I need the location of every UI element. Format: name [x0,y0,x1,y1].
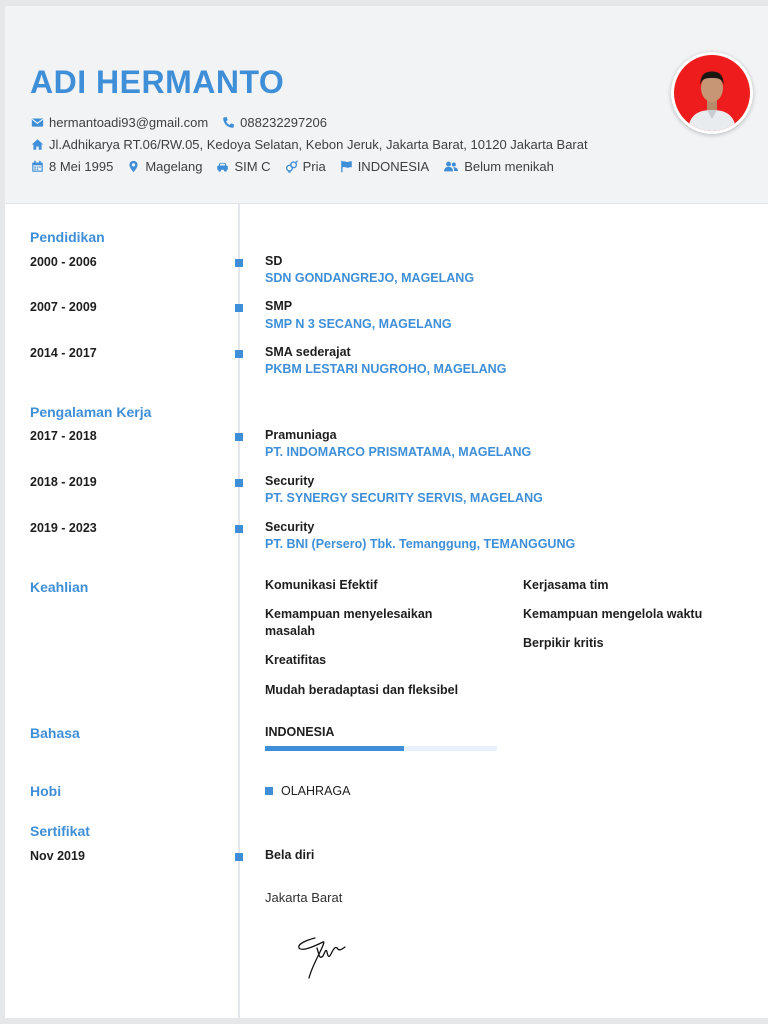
experience-position: Security [265,520,315,534]
flag-icon [340,160,353,173]
address-item [31,137,588,152]
experience-position: Security [265,474,315,488]
timeline-divider [238,204,240,1018]
address-text: Jl.Adhikarya RT.06/RW.05, Kedoya Selatan, Kebon Jeruk, Jakarta Barat, 10120 Jakarta Barat [49,137,588,152]
resume-page [5,6,768,1018]
language-name: INDONESIA [265,725,335,739]
candidate-name: ADI HERMANTO [30,64,285,100]
timeline-marker [235,259,243,267]
hobby-title: Hobi [30,783,62,799]
birth-place-item [127,159,202,174]
experience-title: Pengalaman Kerja [30,404,152,420]
experience-period: 2018 - 2019 [30,475,97,489]
map-marker-icon [127,160,140,173]
education-level: SMA sederajat [265,345,351,359]
email-text: hermantoadi93@gmail.com [49,115,209,130]
gender-icon [285,160,298,173]
skill-item: Berpikir kritis [523,636,604,650]
envelope-icon [31,116,44,129]
certificate-title: Sertifikat [30,823,90,839]
education-title: Pendidikan [30,229,105,245]
timeline-marker [235,479,243,487]
education-period: 2014 - 2017 [30,346,97,360]
education-period: 2007 - 2009 [30,300,97,314]
skill-item: Kemampuan menyelesaikan masalah [265,607,433,638]
resume-header [5,6,768,204]
language-level-fill [265,746,404,751]
signature [293,924,353,984]
education-level: SD [265,254,283,268]
timeline-marker [235,433,243,441]
car-icon [216,160,229,173]
birth-place-text: Magelang [145,159,203,174]
hobby-text: OLAHRAGA [281,784,351,798]
home-icon [31,138,44,151]
marital-text: Belum menikah [464,159,554,174]
experience-company: PT. INDOMARCO PRISMATAMA, MAGELANG [265,445,532,459]
gender-text: Pria [302,159,326,174]
skill-item: Kerjasama tim [523,578,609,592]
skill-item: Kemampuan mengelola waktu [523,607,703,621]
profile-photo [671,52,753,134]
education-school: PKBM LESTARI NUGROHO, MAGELANG [265,362,507,376]
skills-title: Keahlian [30,579,89,595]
hobby-item [265,784,350,798]
education-school: SMP N 3 SECANG, MAGELANG [265,317,452,331]
phone-icon [222,116,235,129]
skill-item: Komunikasi Efektif [265,578,378,592]
timeline-marker [235,853,243,861]
skill-item: Mudah beradaptasi dan fleksibel [265,683,459,697]
nationality-item [340,159,430,174]
phone-text: 088232297206 [240,115,327,130]
signature-place: Jakarta Barat [265,890,343,905]
education-period: 2000 - 2006 [30,255,97,269]
experience-position: Pramuniaga [265,428,337,442]
language-title: Bahasa [30,725,80,741]
experience-period: 2017 - 2018 [30,429,97,443]
education-school: SDN GONDANGREJO, MAGELANG [265,271,475,285]
skill-item: Kreatifitas [265,653,327,667]
users-icon [443,160,459,173]
phone-item [222,115,327,130]
gender-item [285,159,326,174]
timeline-marker [235,350,243,358]
personal-row [31,159,568,174]
hobby-bullet [265,787,273,795]
birth-date-item [31,159,113,174]
nationality-text: INDONESIA [357,159,430,174]
contact-row [31,115,341,130]
marital-item [443,159,554,174]
timeline-marker [235,304,243,312]
certificate-date: Nov 2019 [30,849,85,863]
education-level: SMP [265,299,293,313]
calendar-icon [31,160,44,173]
timeline-marker [235,525,243,533]
address-row [31,137,602,152]
certificate-name: Bela diri [265,848,315,862]
experience-company: PT. SYNERGY SECURITY SERVIS, MAGELANG [265,491,543,505]
email-item [31,115,208,130]
experience-company: PT. BNI (Persero) Tbk. Temanggung, TEMANGGUNG [265,537,576,551]
license-text: SIM C [234,159,271,174]
birth-date-text: 8 Mei 1995 [49,159,114,174]
experience-period: 2019 - 2023 [30,521,97,535]
license-item [216,159,270,174]
language-level-bar [265,746,497,751]
